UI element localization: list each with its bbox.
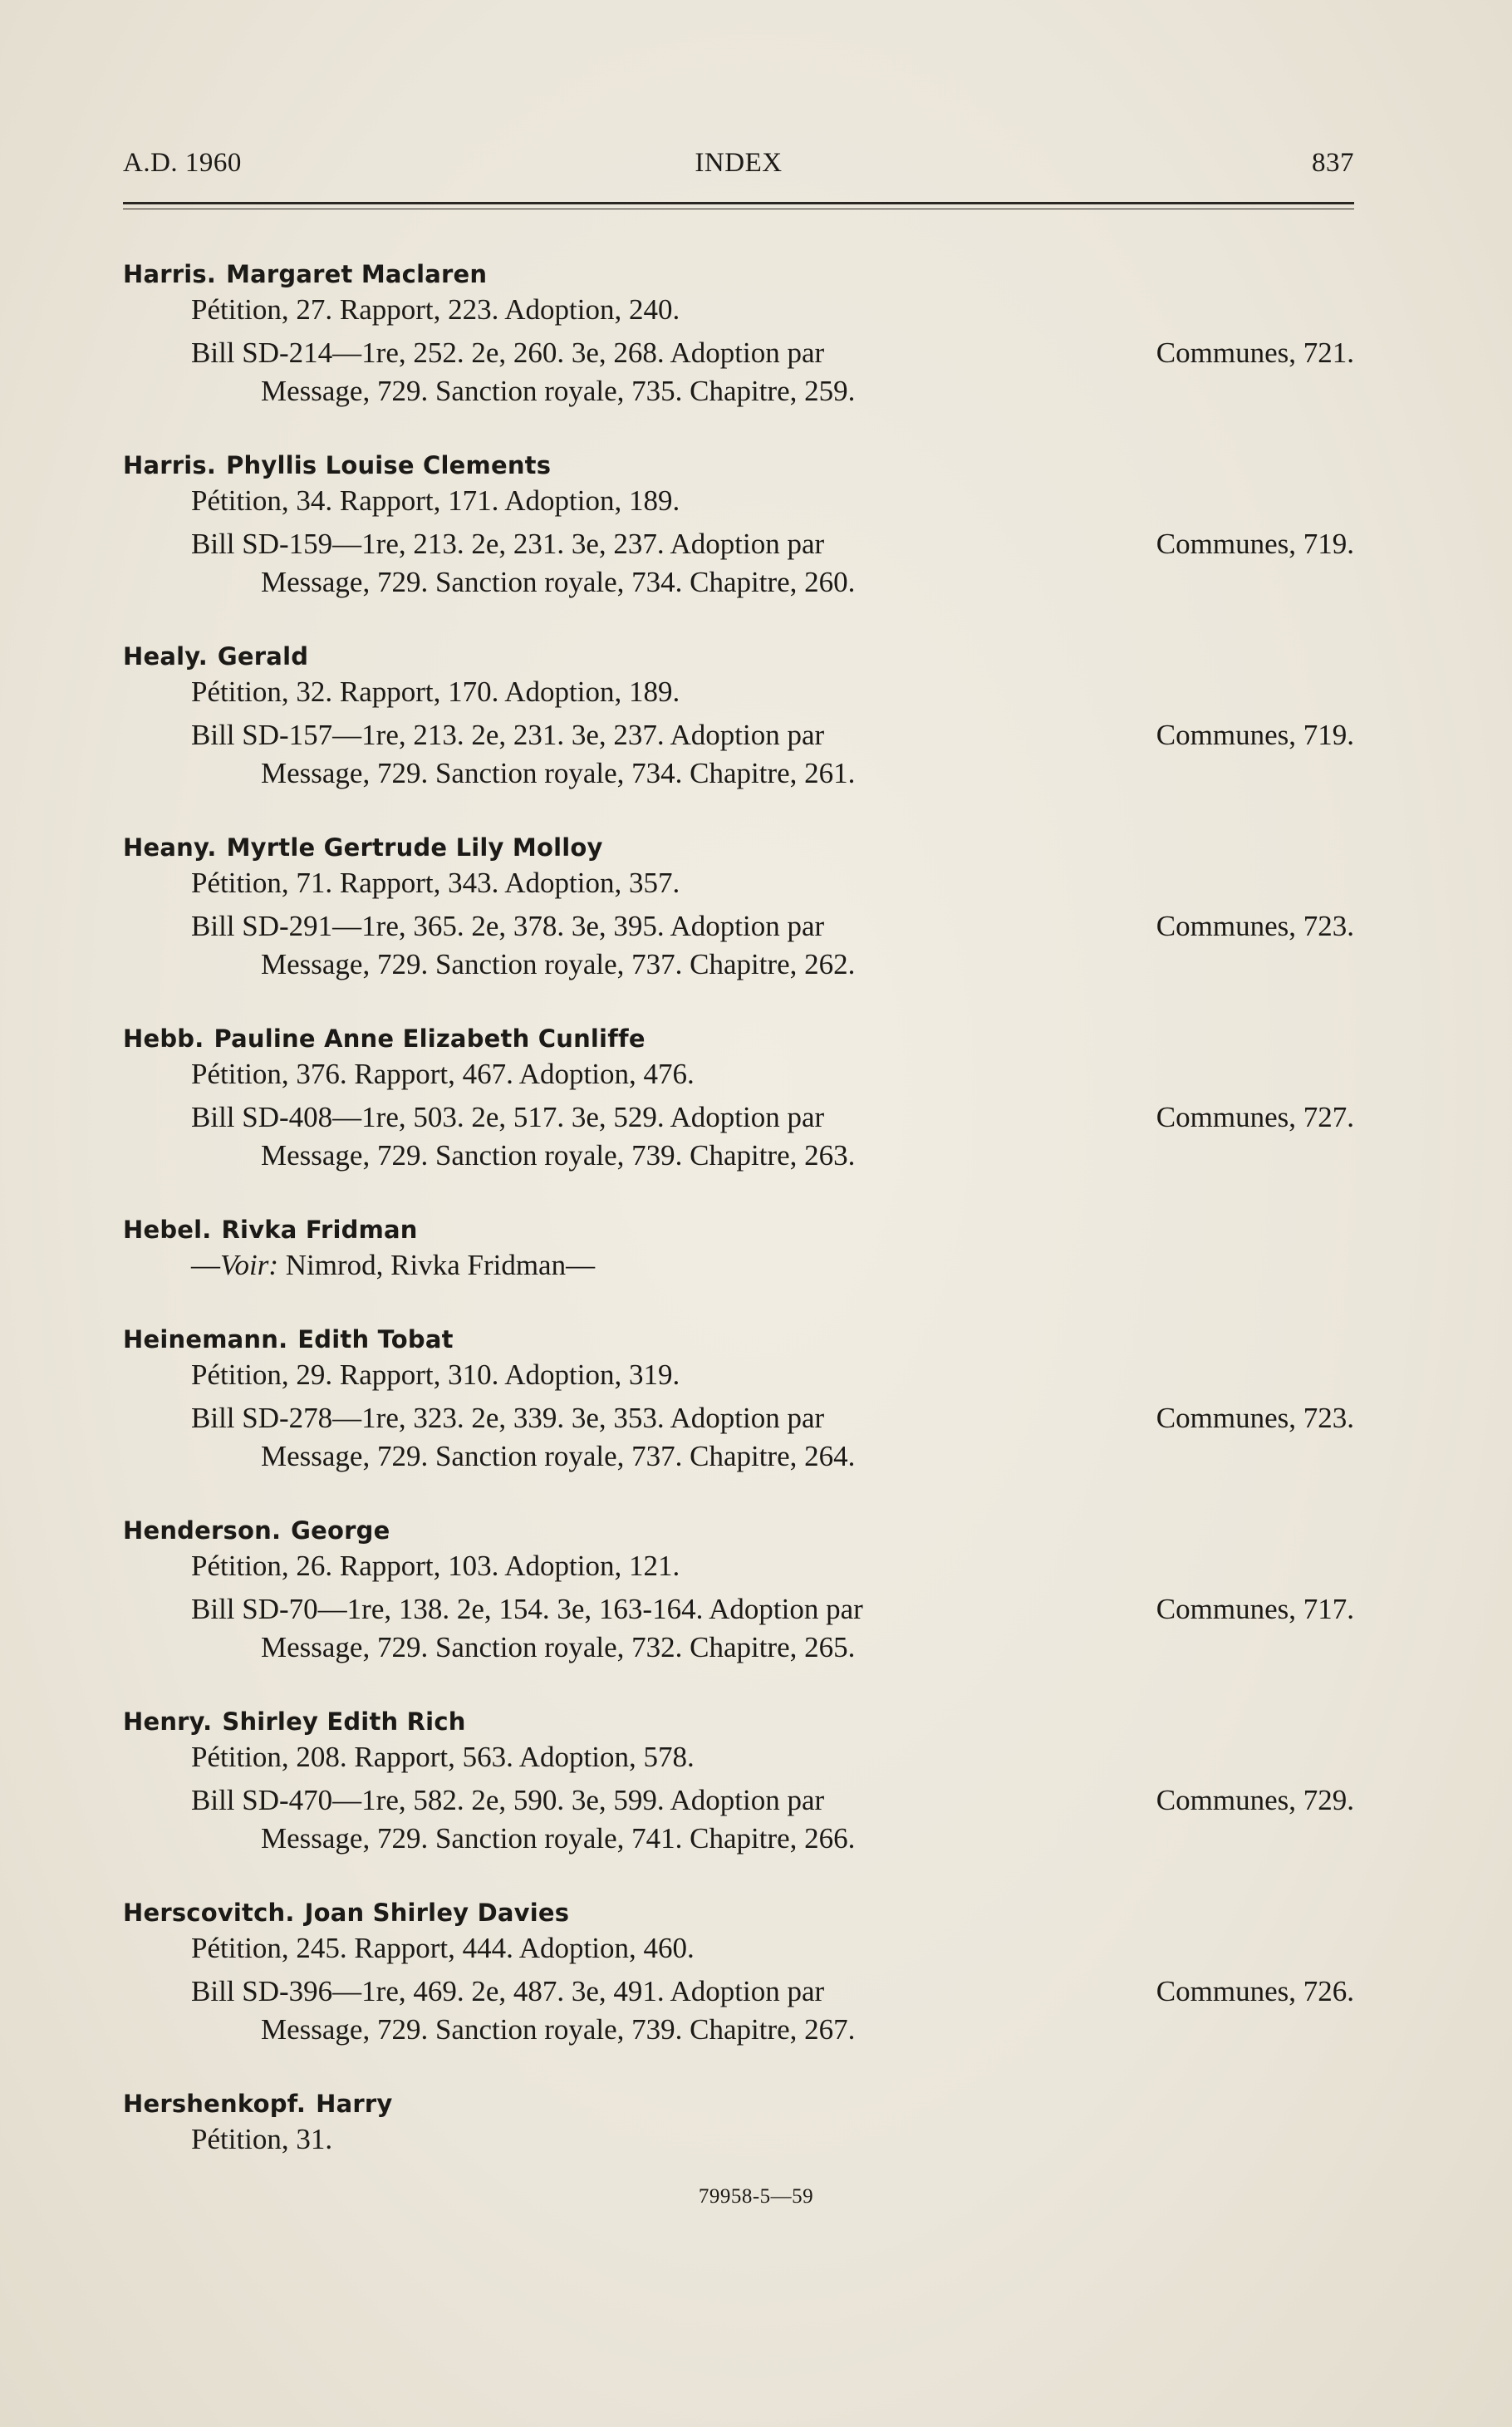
cross-reference-label: Voir:: [220, 1249, 278, 1281]
bill-communes: Communes, 719.: [1156, 528, 1354, 560]
bill-communes: Communes, 726.: [1156, 1975, 1354, 2007]
entry-name: [123, 831, 1354, 864]
message-line: Message, 729. Sanction royale, 739. Chapitre, 263.: [261, 1139, 856, 1172]
index-entry: [123, 1022, 1354, 1175]
entry-surname: Hershenkopf.: [123, 2090, 307, 2118]
bill-readings: Bill SD-159—1re, 213. 2e, 231. 3e, 237. Adoption par: [191, 528, 825, 560]
petition-line: Pétition, 208. Rapport, 563. Adoption, 578.: [191, 1741, 695, 1773]
message-line: Message, 729. Sanction royale, 735. Chapitre, 259.: [261, 375, 856, 407]
index-entry: [123, 1705, 1354, 1858]
message-line: Message, 729. Sanction royale, 734. Chapitre, 261.: [261, 757, 856, 789]
index-entry: [123, 449, 1354, 602]
bill-line: [123, 1399, 1354, 1437]
entry-given-names: Edith Tobat: [297, 1325, 454, 1354]
message-line: Message, 729. Sanction royale, 737. Chapitre, 264.: [261, 1440, 856, 1472]
bill-readings: Bill SD-396—1re, 469. 2e, 487. 3e, 491. Adoption par: [191, 1975, 825, 2007]
bill-line: [123, 907, 1354, 946]
cross-reference-target: Nimrod, Rivka Fridman—: [278, 1249, 596, 1281]
bill-communes: Communes, 719.: [1156, 719, 1354, 751]
petition-line: Pétition, 376. Rapport, 467. Adoption, 476.: [191, 1058, 695, 1090]
index-entry: [123, 831, 1354, 984]
entry-given-names: Gerald: [217, 642, 309, 671]
index-entry: [123, 1213, 1354, 1285]
bill-communes: Communes, 723.: [1156, 910, 1354, 942]
bill-line: [123, 716, 1354, 754]
index-entry: [123, 258, 1354, 410]
index-entry: [123, 640, 1354, 793]
message-line: Message, 729. Sanction royale, 732. Chapitre, 265.: [261, 1631, 856, 1663]
entry-name: [123, 1514, 1354, 1547]
entry-surname: Harris.: [123, 260, 217, 288]
entry-name: [123, 1323, 1354, 1356]
entry-given-names: Shirley Edith Rich: [222, 1707, 466, 1736]
entry-given-names: Phyllis Louise Clements: [226, 451, 552, 479]
entry-surname: Heinemann.: [123, 1325, 288, 1354]
entry-name: [123, 640, 1354, 673]
index-entry: [123, 1514, 1354, 1667]
message-line: Message, 729. Sanction royale, 739. Chapitre, 267.: [261, 2013, 856, 2046]
bill-line: [123, 1590, 1354, 1629]
entry-surname: Healy.: [123, 642, 208, 671]
entry-surname: Herscovitch.: [123, 1899, 295, 1927]
bill-communes: Communes, 727.: [1156, 1101, 1354, 1133]
cross-reference-line: [123, 1246, 1354, 1285]
petition-line: Pétition, 26. Rapport, 103. Adoption, 121.: [191, 1550, 680, 1582]
index-entry: [123, 2087, 1354, 2159]
entry-given-names: Pauline Anne Elizabeth Cunliffe: [214, 1024, 646, 1053]
message-line: Message, 729. Sanction royale, 741. Chapitre, 266.: [261, 1822, 856, 1855]
bill-readings: Bill SD-408—1re, 503. 2e, 517. 3e, 529. Adoption par: [191, 1101, 825, 1133]
entry-given-names: Joan Shirley Davies: [304, 1899, 570, 1927]
header-title: INDEX: [695, 148, 783, 178]
entry-given-names: Myrtle Gertrude Lily Molloy: [226, 833, 603, 862]
entry-surname: Henderson.: [123, 1516, 282, 1545]
entry-given-names: George: [291, 1516, 390, 1545]
entry-name: [123, 1705, 1354, 1738]
petition-line: Pétition, 27. Rapport, 223. Adoption, 240.: [191, 293, 680, 326]
header-rule-thick: [123, 202, 1354, 204]
petition-line: Pétition, 34. Rapport, 171. Adoption, 189.: [191, 484, 680, 517]
printer-signature: 79958-5—59: [698, 2185, 814, 2208]
entry-given-names: Harry: [316, 2090, 393, 2118]
entry-surname: Harris.: [123, 451, 217, 479]
petition-line: Pétition, 32. Rapport, 170. Adoption, 189.: [191, 676, 680, 708]
bill-communes: Communes, 717.: [1156, 1593, 1354, 1625]
bill-line: [123, 525, 1354, 563]
page-number: 837: [1312, 148, 1354, 178]
entry-surname: Henry.: [123, 1707, 213, 1736]
entry-name: [123, 1213, 1354, 1246]
entry-name: [123, 449, 1354, 482]
petition-line: Pétition, 71. Rapport, 343. Adoption, 357.: [191, 867, 680, 899]
bill-readings: Bill SD-214—1re, 252. 2e, 260. 3e, 268. Adoption par: [191, 337, 825, 369]
index-entries: [123, 258, 1354, 2197]
bill-readings: Bill SD-291—1re, 365. 2e, 378. 3e, 395. Adoption par: [191, 910, 825, 942]
entry-name: [123, 258, 1354, 291]
bill-readings: Bill SD-278—1re, 323. 2e, 339. 3e, 353. Adoption par: [191, 1402, 825, 1434]
bill-line: [123, 334, 1354, 372]
petition-line: Pétition, 31.: [191, 2123, 333, 2155]
bill-line: [123, 1781, 1354, 1820]
entry-surname: Heany.: [123, 833, 217, 862]
bill-communes: Communes, 721.: [1156, 337, 1354, 369]
header-year: A.D. 1960: [123, 148, 242, 178]
entry-given-names: Margaret Maclaren: [226, 260, 488, 288]
entry-name: [123, 2087, 1354, 2120]
entry-surname: Hebel.: [123, 1216, 212, 1244]
bill-line: [123, 1098, 1354, 1137]
message-line: Message, 729. Sanction royale, 737. Chapitre, 262.: [261, 948, 856, 980]
petition-line: Pétition, 245. Rapport, 444. Adoption, 460.: [191, 1932, 695, 1964]
entry-name: [123, 1896, 1354, 1929]
bill-communes: Communes, 723.: [1156, 1402, 1354, 1434]
bill-readings: Bill SD-70—1re, 138. 2e, 154. 3e, 163-164. Adoption par: [191, 1593, 863, 1625]
bill-readings: Bill SD-157—1re, 213. 2e, 231. 3e, 237. Adoption par: [191, 719, 825, 751]
cross-reference-dash: —: [191, 1249, 220, 1281]
bill-line: [123, 1973, 1354, 2011]
entry-given-names: Rivka Fridman: [221, 1216, 418, 1244]
message-line: Message, 729. Sanction royale, 734. Chapitre, 260.: [261, 566, 856, 598]
entry-name: [123, 1022, 1354, 1055]
entry-surname: Hebb.: [123, 1024, 204, 1053]
running-head: [123, 148, 1354, 184]
index-entry: [123, 1896, 1354, 2049]
bill-communes: Communes, 729.: [1156, 1784, 1354, 1816]
bill-readings: Bill SD-470—1re, 582. 2e, 590. 3e, 599. Adoption par: [191, 1784, 825, 1816]
petition-line: Pétition, 29. Rapport, 310. Adoption, 319.: [191, 1358, 680, 1391]
index-entry: [123, 1323, 1354, 1476]
